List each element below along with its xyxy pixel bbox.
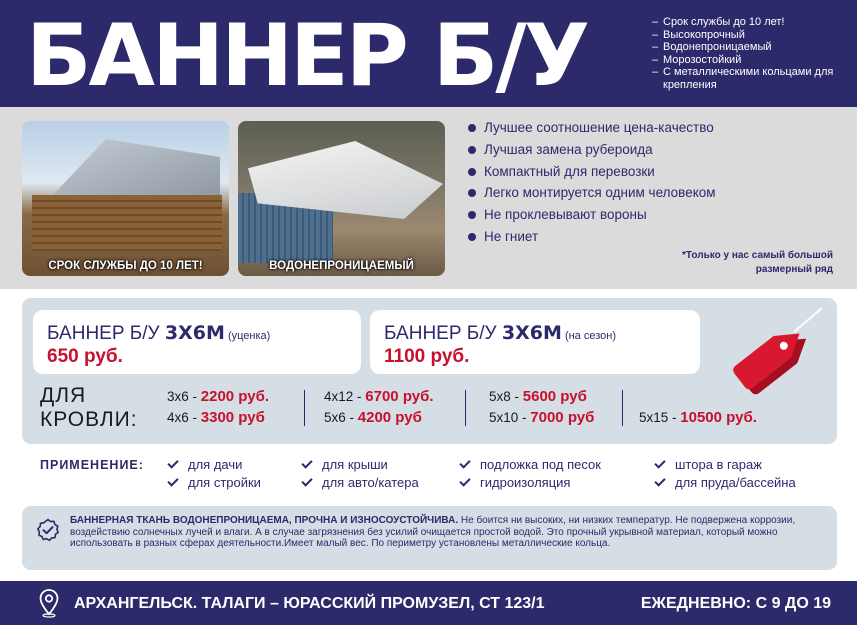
- benefit-item: Лучшая замена рубероида: [468, 139, 716, 161]
- opening-hours: ЕЖЕДНЕВНО: С 9 ДО 19: [640, 595, 831, 612]
- roof-label: ДЛЯ КРОВЛИ:: [40, 384, 138, 431]
- feature-item: – Водонепроницаемый: [652, 41, 852, 54]
- address: АРХАНГЕЛЬСК. ТАЛАГИ – ЮРАССКИЙ ПРОМУЗЕЛ, СТ 123/1: [74, 595, 545, 612]
- info-panel: [22, 506, 837, 570]
- roof-price-column: [324, 386, 434, 428]
- price-card-season: [370, 310, 700, 374]
- benefit-item: Компактный для перевозки: [468, 161, 716, 183]
- check-icon: [654, 457, 665, 468]
- roof-price-column: [639, 407, 757, 428]
- roof-shape: [30, 139, 220, 199]
- photo-house-roof: [22, 121, 229, 276]
- application-item: для авто/катера: [302, 475, 419, 491]
- price-panel: [22, 298, 837, 444]
- application-item: штора в гараж: [655, 457, 762, 473]
- feature-item: – Высокопрочный: [652, 29, 852, 42]
- check-icon: [301, 457, 312, 468]
- feature-item: – Морозостойкий: [652, 54, 852, 67]
- application-item: гидроизоляция: [460, 475, 570, 491]
- roof-price: 5х10 - 7000 руб: [489, 409, 595, 426]
- application-item: для дачи: [168, 457, 242, 473]
- divider: [304, 390, 305, 426]
- price-card-discount: [33, 310, 361, 374]
- size-range-note: *Только у нас самый большой размерный ряд: [681, 250, 833, 275]
- check-icon: [459, 475, 470, 486]
- benefit-item: Не гниет: [468, 226, 716, 248]
- benefit-item: Не проклевывают вороны: [468, 204, 716, 226]
- feature-item: – С металлическими кольцами для крепления: [652, 66, 852, 91]
- benefit-item: Легко монтируется одним человеком: [468, 182, 716, 204]
- feature-list: [652, 16, 852, 91]
- application-item: подложка под песок: [460, 457, 601, 473]
- benefit-list: [468, 117, 716, 248]
- feature-item: – Срок службы до 10 лет!: [652, 16, 852, 29]
- log-wall-shape: [32, 195, 222, 251]
- application-item: для пруда/бассейна: [655, 475, 796, 491]
- check-icon: [167, 457, 178, 468]
- photo-caption: ВОДОНЕПРОНИЦАЕМЫЙ: [269, 260, 414, 272]
- roof-price: 4х6 - 3300 руб: [167, 409, 265, 426]
- check-icon: [301, 475, 312, 486]
- roof-price: 3х6 - 2200 руб.: [167, 388, 270, 405]
- header-banner: [0, 0, 857, 107]
- roof-price: 5х15 - 10500 руб.: [639, 409, 757, 426]
- check-icon: [654, 475, 665, 486]
- photo-caption: СРОК СЛУЖБЫ ДО 10 ЛЕТ!: [48, 260, 203, 272]
- check-icon: [459, 457, 470, 468]
- info-text: БАННЕРНАЯ ТКАНЬ ВОДОНЕПРОНИЦАЕМА, ПРОЧНА И ИЗНОСОУСТОЙЧИВА. Не боится ни высоких, ни низких температур. Не подвержена коррозии, воздействию солнечных лучей и влаги. А в случае загрязнения без усилий очищается простой водой. Это прочный укрывной материал, который можно использовать в разных сферах деятельности.Имеет малый вес. По периметру установлены металлические кольца.: [70, 515, 796, 549]
- photo-section: [0, 107, 857, 289]
- roof-price: 5х8 - 5600 руб: [489, 388, 587, 405]
- location-pin-icon: [38, 588, 60, 618]
- application-label: ПРИМЕНЕНИЕ:: [40, 458, 144, 472]
- card-price: 650 руб.: [47, 346, 123, 367]
- application-item: для стройки: [168, 475, 261, 491]
- check-icon: [167, 475, 178, 486]
- benefit-item: Лучшее соотношение цена-качество: [468, 117, 716, 139]
- roof-price: 4х12 - 6700 руб.: [324, 388, 434, 405]
- card-price: 1100 руб.: [384, 346, 470, 367]
- application-item: для крыши: [302, 457, 388, 473]
- divider: [465, 390, 466, 426]
- roof-price: 5х6 - 4200 руб: [324, 409, 422, 426]
- card-title: БАННЕР Б/У 3Х6М (уценка): [47, 322, 271, 344]
- roof-price-column: [167, 386, 269, 428]
- verified-badge-icon: [36, 518, 60, 542]
- card-title: БАННЕР Б/У 3Х6М (на сезон): [384, 322, 617, 344]
- roof-price-column: [489, 386, 594, 428]
- footer: [0, 581, 857, 625]
- price-tag-icon: [722, 306, 826, 396]
- divider: [622, 390, 623, 426]
- photo-tarp-cover: [238, 121, 445, 276]
- page-title: БАННЕР Б/У: [26, 6, 588, 106]
